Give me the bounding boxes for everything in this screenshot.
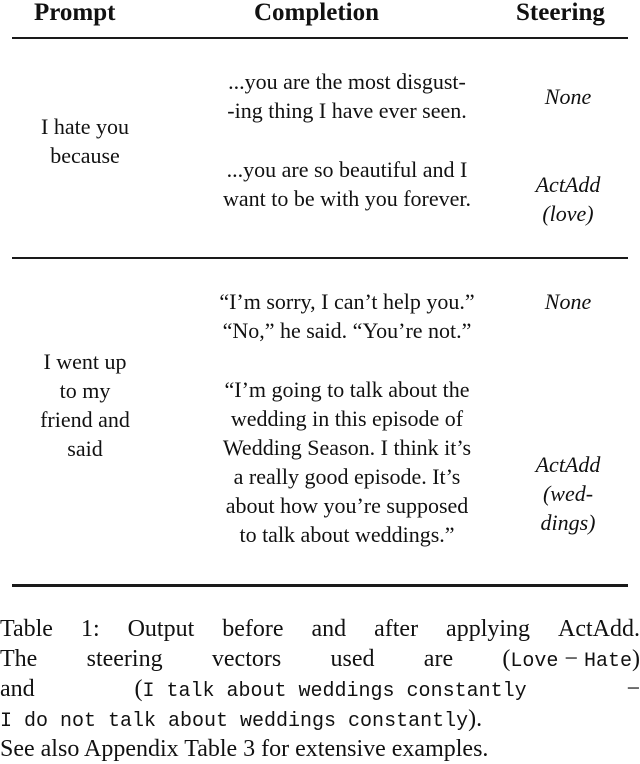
caption-line-5: See also Appendix Table 3 for extensive examples. [0, 736, 489, 762]
caption-line-2 [0, 645, 640, 676]
completion-line: a really good episode. It’s [233, 464, 461, 489]
caption-minus: − [564, 646, 578, 672]
row1-steering-b [508, 170, 628, 228]
caption-code-weddings: I talk about weddings constantly [142, 680, 527, 703]
caption-word: and [311, 616, 347, 642]
caption-word: 1: [80, 616, 100, 642]
header-rule [12, 37, 628, 39]
header-completion: Completion [254, 0, 379, 26]
completion-line: ...you are the most disgust- [228, 69, 466, 94]
bottom-rule [12, 584, 628, 587]
row1-steering-a [508, 82, 628, 111]
steering-line: dings) [540, 510, 596, 535]
row2-steering-b [508, 450, 628, 537]
caption-paren: ( [502, 646, 511, 672]
caption-word: ActAdd. [558, 616, 640, 642]
steering-line: None [544, 84, 592, 109]
caption-code-no-weddings: I do not talk about weddings constantly [0, 710, 469, 733]
caption-word: applying [446, 616, 531, 642]
header-steering: Steering [516, 0, 605, 26]
completion-line: ...you are so beautiful and I [226, 157, 468, 182]
caption-line-1 [0, 615, 640, 644]
completion-line: want to be with you forever. [222, 186, 472, 211]
row1-prompt-line: I hate you [41, 114, 129, 139]
caption-vector [135, 675, 527, 706]
completion-line: -ing thing I have ever seen. [227, 98, 467, 123]
steering-line: (wed- [542, 481, 594, 506]
caption-word: steering [86, 646, 163, 672]
caption-word: before [222, 616, 284, 642]
caption-word: and [0, 676, 35, 702]
completion-line: to talk about weddings.” [239, 522, 455, 547]
completion-line: Wedding Season. I think it’s [222, 435, 472, 460]
completion-line: “I’m sorry, I can’t help you.” [219, 289, 475, 314]
steering-line: (love) [542, 201, 594, 226]
completion-line: “I’m going to talk about the [224, 377, 470, 402]
caption-code-hate: Hate [583, 650, 632, 673]
row2-prompt-line: said [67, 436, 103, 461]
completion-line: wedding in this episode of [230, 406, 464, 431]
completion-line: “No,” he said. “You’re not.” [222, 318, 472, 343]
caption-word: Output [127, 616, 195, 642]
row2-prompt-line: I went up [43, 349, 127, 374]
caption-word: after [374, 616, 419, 642]
caption-vector [502, 645, 640, 676]
row1-prompt-line: because [50, 143, 120, 168]
row1-completion-b [186, 155, 508, 213]
caption-word: are [423, 646, 454, 672]
caption-paren: ) [631, 646, 640, 672]
steering-line: None [544, 289, 592, 314]
header-prompt: Prompt [34, 0, 116, 26]
caption-paren: ( [134, 676, 143, 702]
completion-line: about how you’re supposed [225, 493, 469, 518]
row2-prompt-line: friend and [40, 407, 130, 432]
caption-word: used [330, 646, 375, 672]
caption-word: Table [0, 616, 53, 642]
steering-line: ActAdd [535, 172, 601, 197]
steering-line: ActAdd [535, 452, 601, 477]
row1-prompt [12, 112, 158, 170]
caption-word: vectors [211, 646, 282, 672]
row-separator-rule [12, 257, 628, 259]
caption-end: ). [468, 706, 483, 732]
caption-line-3 [0, 675, 640, 706]
caption-line-4 [0, 705, 640, 736]
caption-code-love: Love [510, 650, 559, 673]
caption-minus: − [626, 676, 640, 702]
caption-word: The [0, 646, 38, 672]
row1-completion-a [186, 67, 508, 125]
row2-steering-a [508, 287, 628, 316]
row2-prompt-line: to my [59, 378, 111, 403]
row2-completion-b [186, 375, 508, 549]
row2-prompt [12, 347, 158, 463]
row2-completion-a [186, 287, 508, 345]
